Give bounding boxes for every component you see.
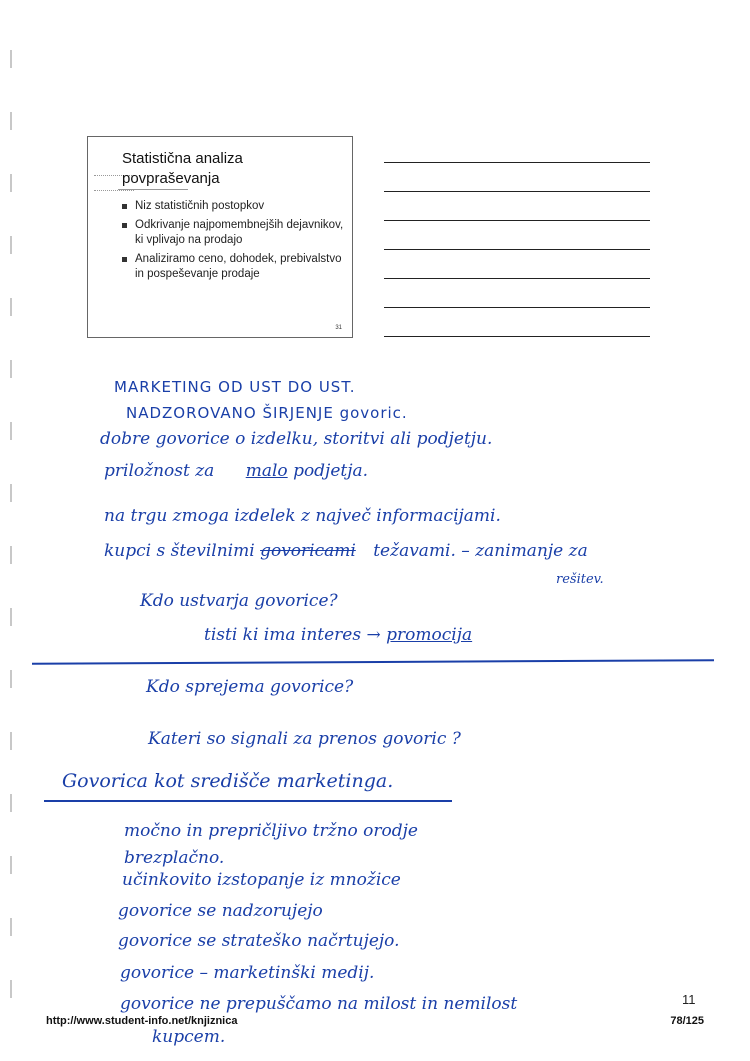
slide-title-line1: Statistična analiza — [122, 150, 243, 167]
notes-text: kupci s številnimi — [104, 541, 255, 561]
notes-list-item: kupcem. — [152, 1027, 226, 1047]
notes-bullet: na trgu zmoga izdelek z največ informacijami. — [104, 506, 501, 526]
notes-heading: MARKETING OD UST DO UST. — [114, 378, 356, 396]
notes-text: promocija — [386, 625, 473, 645]
notes-list-item: močno in prepričljivo tržno orodje — [124, 821, 418, 841]
footer-url[interactable]: http://www.student-info.net/knjiznica — [46, 1015, 238, 1027]
slide-bullet: Odkrivanje najpomembnejših dejavnikov, ki vplivajo na prodajo — [122, 218, 352, 248]
notes-question: Kateri so signali za prenos govoric ? — [148, 729, 461, 749]
notes-section-heading: Govorica kot središče marketinga. — [62, 770, 394, 792]
note-line — [384, 191, 650, 192]
note-line — [384, 278, 650, 279]
slide-bullet: Niz statističnih postopkov — [122, 199, 352, 214]
slide-number: 31 — [335, 325, 342, 331]
notes-list-item: govorice se nadzorujejo — [118, 901, 323, 921]
binding-holes — [10, 20, 16, 1040]
note-line — [384, 220, 650, 221]
note-line — [384, 307, 650, 308]
notes-text: priložnost za — [104, 461, 215, 481]
notes-list-item: brezplačno. — [124, 848, 225, 868]
divider-line — [32, 659, 714, 665]
notes-list-item: govorice – marketinški medij. — [120, 963, 375, 983]
slide-title — [122, 149, 342, 189]
notes-question: Kdo ustvarja govorice? — [140, 591, 338, 611]
slide-title-rule — [118, 189, 188, 190]
footer-page-count: 78/125 — [670, 1015, 704, 1027]
notes-list-item: učinkovito izstopanje iz množice — [122, 870, 401, 890]
notes-struck-text: govoricami — [260, 541, 356, 561]
notes-bullet — [104, 460, 368, 482]
slide-bullet-list — [122, 199, 352, 286]
notes-text: tisti ki ima interes → — [204, 625, 381, 645]
notes-list-item: govorice ne prepuščamo na milost in nemilost — [120, 994, 518, 1014]
slide-thumbnail — [87, 136, 353, 338]
slide-title-line2: povpraševanja — [122, 170, 220, 187]
page-number: 11 — [682, 992, 696, 1007]
notes-text: podjetja. — [293, 461, 369, 481]
notes-answer — [204, 624, 472, 646]
notes-bullet — [104, 540, 588, 562]
notes-subheading: NADZOROVANO ŠIRJENJE govoric. — [126, 404, 408, 422]
note-line — [384, 249, 650, 250]
notes-text: rešitev. — [556, 572, 604, 587]
notes-text: malo — [245, 461, 288, 481]
section-underline — [44, 800, 452, 802]
notes-question: Kdo sprejema govorice? — [146, 677, 354, 697]
note-line — [384, 162, 650, 163]
notes-text: težavami. – zanimanje za — [373, 541, 588, 561]
note-line — [384, 336, 650, 337]
notes-list-item: govorice se strateško načrtujejo. — [118, 931, 400, 951]
notes-bullet: dobre govorice o izdelku, storitvi ali podjetju. — [100, 429, 493, 449]
slide-bullet: Analiziramo ceno, dohodek, prebivalstvo in pospeševanje prodaje — [122, 252, 352, 282]
